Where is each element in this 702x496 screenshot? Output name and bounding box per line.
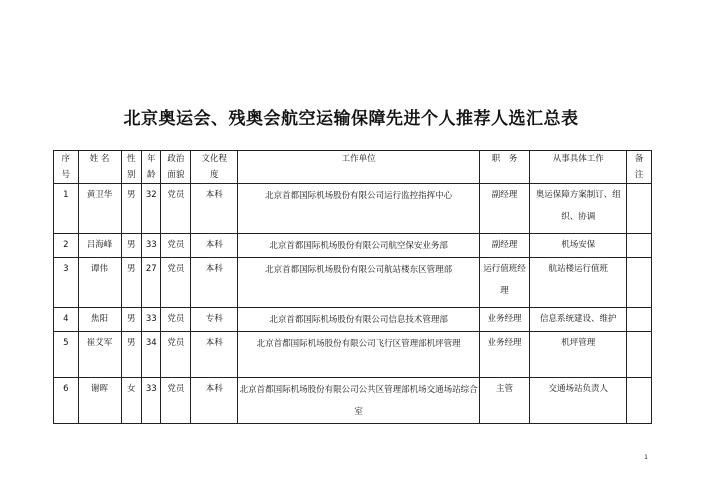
cell-politics: 党员 (161, 332, 191, 378)
cell-politics: 党员 (161, 308, 191, 332)
cell-politics: 党员 (161, 378, 191, 424)
cell-work: 机场安保 (530, 234, 627, 258)
cell-work: 航站楼运行值班 (530, 258, 627, 308)
table-row (54, 308, 652, 332)
table-row (54, 332, 652, 378)
cell-position: 运行值班经理 (479, 258, 529, 308)
table-row (54, 184, 652, 234)
cell-note (627, 234, 652, 258)
cell-unit: 北京首都国际机场股份有限公司航空保安业务部 (238, 234, 480, 258)
cell-unit: 北京首都国际机场股份有限公司运行监控指挥中心 (238, 184, 480, 234)
cell-education: 本科 (191, 258, 238, 308)
cell-education: 专科 (191, 308, 238, 332)
cell-note (627, 332, 652, 378)
cell-work: 奥运保障方案制订、组织、协调 (530, 184, 627, 234)
header-no: 序 号 (54, 151, 79, 184)
cell-no: 5 (54, 332, 79, 378)
cell-work: 机坪管理 (530, 332, 627, 378)
header-age: 年 龄 (142, 151, 161, 184)
header-name: 姓 名 (78, 151, 121, 184)
cell-politics: 党员 (161, 258, 191, 308)
table-row (54, 258, 652, 308)
document-title: 北京奥运会、残奥会航空运输保障先进个人推荐人选汇总表 (123, 109, 579, 129)
cell-age: 33 (142, 308, 161, 332)
cell-unit: 北京首都国际机场股份有限公司信息技术管理部 (238, 308, 480, 332)
cell-unit: 北京首都国际机场股份有限公司飞行区管理部机坪管理 (238, 332, 480, 378)
cell-name: 吕海峰 (78, 234, 121, 258)
cell-work: 交通场站负责人 (530, 378, 627, 424)
cell-name: 黄卫华 (78, 184, 121, 234)
cell-age: 34 (142, 332, 161, 378)
cell-education: 本科 (191, 332, 238, 378)
cell-position: 副经理 (479, 184, 529, 234)
cell-name: 谢晖 (78, 378, 121, 424)
cell-unit: 北京首都国际机场股份有限公司航站楼东区管理部 (238, 258, 480, 308)
header-politics: 政治 面貌 (161, 151, 191, 184)
cell-note (627, 184, 652, 234)
cell-education: 本科 (191, 184, 238, 234)
cell-note (627, 258, 652, 308)
cell-name: 崔艾军 (78, 332, 121, 378)
header-unit: 工作单位 (238, 151, 480, 184)
cell-work: 信息系统建设、维护 (530, 308, 627, 332)
cell-position: 业务经理 (479, 332, 529, 378)
cell-position: 业务经理 (479, 308, 529, 332)
cell-gender: 男 (121, 234, 141, 258)
cell-unit: 北京首都国际机场股份有限公司公共区管理部机场交通场站综合室 (238, 378, 480, 424)
table-row (54, 234, 652, 258)
header-note: 备 注 (627, 151, 652, 184)
header-position: 职 务 (479, 151, 529, 184)
cell-age: 27 (142, 258, 161, 308)
cell-age: 33 (142, 378, 161, 424)
header-gender: 性 别 (121, 151, 141, 184)
cell-gender: 男 (121, 332, 141, 378)
cell-politics: 党员 (161, 234, 191, 258)
cell-gender: 男 (121, 184, 141, 234)
cell-no: 6 (54, 378, 79, 424)
table-header-row (54, 151, 652, 184)
page-number: 1 (644, 454, 648, 461)
cell-note (627, 378, 652, 424)
cell-age: 33 (142, 234, 161, 258)
cell-education: 本科 (191, 378, 238, 424)
cell-name: 焦阳 (78, 308, 121, 332)
cell-gender: 男 (121, 258, 141, 308)
cell-no: 4 (54, 308, 79, 332)
cell-no: 2 (54, 234, 79, 258)
table-row (54, 378, 652, 424)
cell-education: 本科 (191, 234, 238, 258)
cell-position: 副经理 (479, 234, 529, 258)
cell-name: 谭伟 (78, 258, 121, 308)
cell-gender: 男 (121, 308, 141, 332)
cell-note (627, 308, 652, 332)
cell-position: 主管 (479, 378, 529, 424)
cell-politics: 党员 (161, 184, 191, 234)
cell-no: 3 (54, 258, 79, 308)
header-education: 文化程 度 (191, 151, 238, 184)
cell-age: 32 (142, 184, 161, 234)
nominee-table (53, 150, 652, 424)
header-work: 从事具体工作 (530, 151, 627, 184)
cell-no: 1 (54, 184, 79, 234)
cell-gender: 女 (121, 378, 141, 424)
